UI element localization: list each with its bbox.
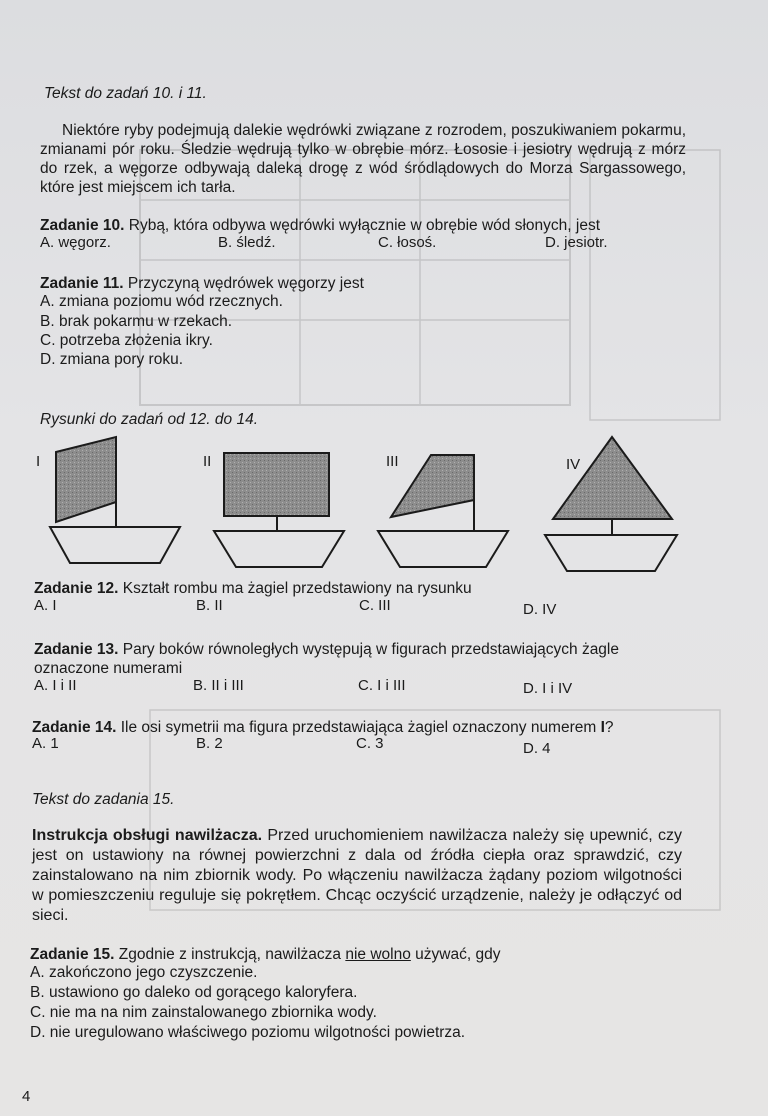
sail-ii bbox=[224, 453, 329, 516]
zadanie-14-numeral: I bbox=[600, 719, 605, 736]
z15-option-a[interactable]: A. zakończono jego czyszczenie. bbox=[30, 964, 258, 981]
instruction-title: Instrukcja obsługi nawilżacza. bbox=[32, 827, 263, 844]
zadanie-13-options bbox=[0, 677, 700, 696]
zadanie-12-label: Zadanie 12. bbox=[34, 580, 119, 597]
z11-option-a[interactable]: A. zmiana poziomu wód rzecznych. bbox=[40, 293, 283, 310]
figure-label-ii: II bbox=[203, 453, 212, 470]
zadanie-11-label: Zadanie 11. bbox=[40, 275, 124, 292]
z11-option-b[interactable]: B. brak pokarmu w rzekach. bbox=[40, 313, 233, 330]
hull-iv bbox=[545, 535, 677, 571]
figures-heading: Rysunki do zadań od 12. do 14. bbox=[40, 411, 259, 428]
zadanie-12-options bbox=[0, 597, 700, 616]
zadanie-10-label: Zadanie 10. bbox=[40, 217, 125, 234]
z14-option-b[interactable]: B. 2 bbox=[196, 735, 223, 752]
z14-option-c[interactable]: C. 3 bbox=[356, 735, 384, 752]
z12-option-c[interactable]: C. III bbox=[359, 597, 391, 614]
z15-option-d[interactable]: D. nie uregulowano właściwego poziomu wilgotności powietrza. bbox=[30, 1024, 466, 1041]
text-15-heading: Tekst do zadania 15. bbox=[32, 791, 175, 808]
z12-option-d[interactable]: D. IV bbox=[523, 601, 557, 618]
z15-option-b[interactable]: B. ustawiono go daleko od gorącego kaloryfera. bbox=[30, 984, 358, 1001]
zadanie-14-text: Ile osi symetrii ma figura przedstawiająca żagiel oznaczony numerem bbox=[120, 719, 597, 736]
zadanie-13-text: Pary boków równoległych występują w figurach przedstawiających żagle oznaczone numerami bbox=[34, 641, 619, 677]
zadanie-10-text: Rybą, która odbywa wędrówki wyłącznie w obrębie wód słonych, jest bbox=[128, 217, 600, 234]
z13-option-a[interactable]: A. I i II bbox=[34, 677, 77, 694]
zadanie-15-text-pre: Zgodnie z instrukcją, nawilżacza bbox=[118, 946, 342, 963]
z15-option-c[interactable]: C. nie ma na nim zainstalowanego zbiornika wody. bbox=[30, 1004, 377, 1021]
zadanie-15-underlined: nie wolno bbox=[345, 946, 411, 963]
zadanie-13-question bbox=[34, 640, 694, 678]
z10-option-d[interactable]: D. jesiotr. bbox=[545, 234, 608, 251]
z13-option-b[interactable]: B. II i III bbox=[193, 677, 244, 694]
instruction-paragraph bbox=[32, 826, 682, 926]
hull-iii bbox=[378, 531, 508, 567]
z11-option-d[interactable]: D. zmiana pory roku. bbox=[40, 351, 183, 368]
zadanie-13-label: Zadanie 13. bbox=[34, 641, 119, 658]
page-number: 4 bbox=[22, 1088, 31, 1105]
zadanie-12-question bbox=[34, 579, 714, 598]
z14-option-a[interactable]: A. 1 bbox=[32, 735, 59, 752]
text-10-11-paragraph: Niektóre ryby podejmują dalekie wędrówki związane z rozrodem, poszukiwaniem pokarmu, zmianami pór roku. Śledzie wędrują tylko w obrębie mórz. Łososie i jesiotry wędrują z mórz do rzek, a węgorze odbywają daleką drogę z wód śródlądowych do Morza Sargassowego, które jest miejscem ich tarła. bbox=[40, 122, 686, 196]
z13-option-d[interactable]: D. I i IV bbox=[523, 680, 573, 697]
zadanie-15-question bbox=[30, 945, 710, 964]
sail-iii bbox=[391, 455, 474, 517]
zadanie-14-label: Zadanie 14. bbox=[32, 719, 117, 736]
z13-option-c[interactable]: C. I i III bbox=[358, 677, 406, 694]
figure-label-i: I bbox=[36, 453, 41, 470]
zadanie-15-label: Zadanie 15. bbox=[30, 946, 115, 963]
text-10-11-heading: Tekst do zadań 10. i 11. bbox=[44, 85, 207, 102]
figure-label-iv: IV bbox=[566, 456, 581, 473]
sail-i bbox=[56, 437, 116, 522]
z14-option-d[interactable]: D. 4 bbox=[523, 740, 551, 757]
z10-option-c[interactable]: C. łosoś. bbox=[378, 234, 437, 251]
zadanie-12-text: Kształt rombu ma żagiel przedstawiony na rysunku bbox=[122, 580, 472, 597]
z12-option-a[interactable]: A. I bbox=[34, 597, 57, 614]
zadanie-11-text: Przyczyną wędrówek węgorzy jest bbox=[127, 275, 364, 292]
sail-iv bbox=[553, 437, 672, 519]
figure-label-iii: III bbox=[386, 453, 399, 470]
zadanie-14-options bbox=[0, 735, 700, 757]
z10-option-a[interactable]: A. węgorz. bbox=[40, 234, 111, 251]
instruction-text: Przed uruchomieniem nawilżacza należy się upewnić, czy jest on ustawiony na równej powierzchni z dala od źródła ciepła oraz sprawdzić, czy zainstalowano na nim zbiornik wody. Po włączeniu nawilżacza żądany poziom wilgotności w pomieszczeniu reguluje się pokrętłem. Chcąc oczyścić urządzenie, należy je odłączyć od sieci. bbox=[32, 827, 682, 924]
z11-option-c[interactable]: C. potrzeba złożenia ikry. bbox=[40, 332, 213, 349]
zadanie-14-qmark: ? bbox=[604, 719, 614, 736]
zadanie-15-text-post: używać, gdy bbox=[415, 946, 501, 963]
hull-ii bbox=[214, 531, 344, 567]
z12-option-b[interactable]: B. II bbox=[196, 597, 223, 614]
z10-option-b[interactable]: B. śledź. bbox=[218, 234, 276, 251]
hull-i bbox=[50, 527, 180, 563]
